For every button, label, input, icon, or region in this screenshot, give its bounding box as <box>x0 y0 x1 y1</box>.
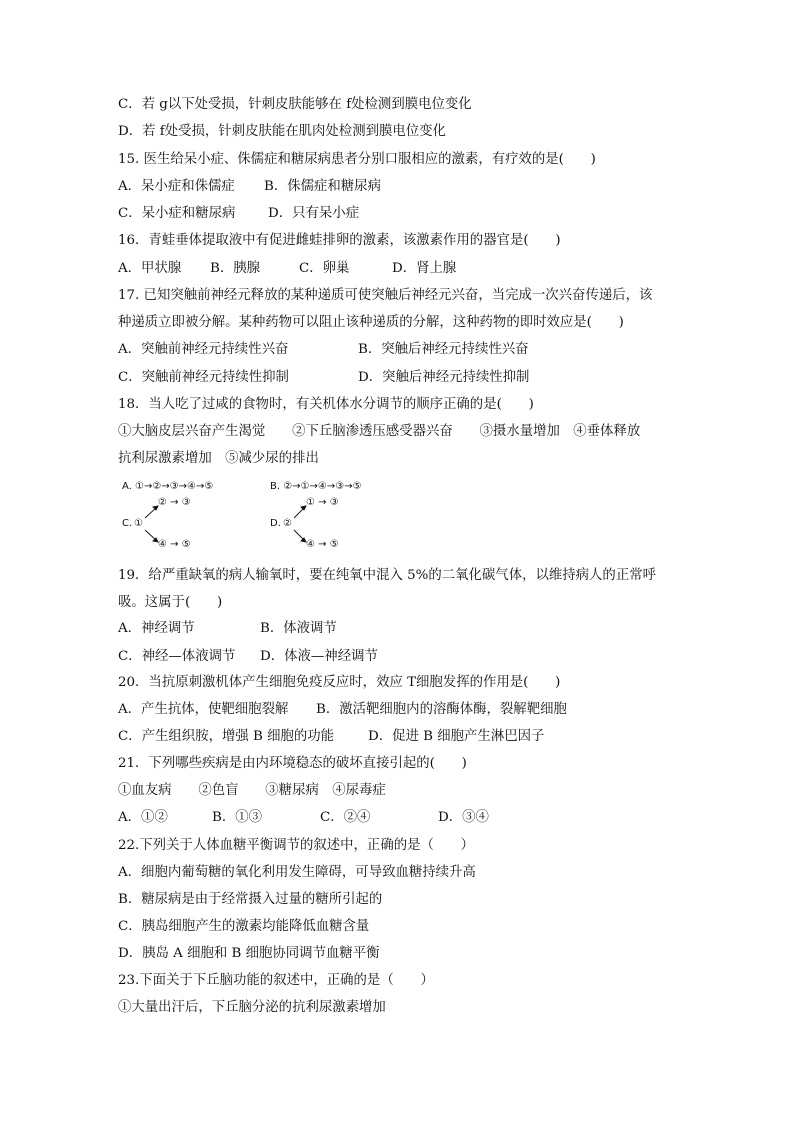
d-branch-up-arrow <box>294 507 305 518</box>
q18-diagram-c-bottom: ④ → ⑤ <box>158 539 191 550</box>
q23-stem: 23.下面关于下丘脑功能的叙述中，正确的是（ ） <box>118 973 434 988</box>
q17-stem-line1: 17. 已知突触前神经元释放的某种递质可使突触后神经元兴奋，当完成一次兴奋传递后，该 <box>118 288 653 303</box>
q21-items: ①血友病 ②色盲 ③糖尿病 ④尿毒症 <box>118 783 386 798</box>
d-branch-down-arrow <box>294 530 305 541</box>
q16-option-c: C．卵巢 <box>299 261 350 276</box>
q19-option-c: C．神经—体液调节 <box>118 649 236 664</box>
q16-option-d: D．肾上腺 <box>392 261 457 276</box>
q18-items-line1: ①大脑皮层兴奋产生渴觉 ②下丘脑渗透压感受器兴奋 ③摄水量增加 ④垂体释放 <box>118 424 641 439</box>
q15-option-c: C．呆小症和糖尿病 <box>118 206 236 221</box>
q17-stem-line2: 种递质立即被分解。某种药物可以阻止该种递质的分解，这种药物的即时效应是( ) <box>118 315 624 330</box>
q16-stem: 16．青蛙垂体提取液中有促进雌蛙排卵的激素，该激素作用的器官是( ) <box>118 233 561 248</box>
q20-option-d: D．促进 B 细胞产生淋巴因子 <box>368 729 545 744</box>
c-branch-down-arrow <box>145 530 157 541</box>
q19-stem-line2: 吸。这属于( ) <box>118 595 223 610</box>
prev-option-c: C．若 g以下处受损，针刺皮肤能够在 f处检测到膜电位变化 <box>118 97 472 112</box>
q16-option-a: A．甲状腺 <box>118 261 182 276</box>
q18-diagram-d-root: ② <box>283 518 292 529</box>
q18-diagram-c-label: C. <box>122 518 133 529</box>
q15-option-a: A．呆小症和侏儒症 <box>118 179 235 194</box>
q18-items-line2: 抗利尿激素增加 ⑤减少尿的排出 <box>118 451 319 466</box>
q15-option-b: B．侏儒症和糖尿病 <box>264 179 381 194</box>
q17-option-d: D．突触后神经元持续性抑制 <box>358 370 530 385</box>
q21-stem: 21．下列哪些疾病是由内环境稳态的破坏直接引起的( ) <box>118 756 467 771</box>
q15-stem: 15. 医生给呆小症、侏儒症和糖尿病患者分别口服相应的激素，有疗效的是( ) <box>118 152 596 167</box>
q20-option-b: B．激活靶细胞内的溶酶体酶，裂解靶细胞 <box>316 702 567 717</box>
q19-stem-line1: 19．给严重缺氧的病人输氧时，要在纯氧中混入 5%的二氧化碳气体，以维持病人的正常呼 <box>118 568 656 583</box>
q20-stem: 20．当抗原刺激机体产生细胞免疫反应时，效应 T细胞发挥的作用是( ) <box>118 675 561 690</box>
q18-diagram-c-top: ② → ③ <box>158 497 191 508</box>
q22-option-a: A．细胞内葡萄糖的氧化利用发生障碍，可导致血糖持续升高 <box>118 865 476 880</box>
q16-option-b: B．胰腺 <box>210 261 261 276</box>
q22-option-c: C．胰岛细胞产生的激素均能降低血糖含量 <box>118 919 370 934</box>
q18-diagram-c-root: ① <box>134 518 143 529</box>
q21-option-a: A．①② <box>118 810 168 825</box>
q17-option-a: A．突触前神经元持续性兴奋 <box>118 342 289 357</box>
q17-option-b: B．突触后神经元持续性兴奋 <box>358 342 529 357</box>
q22-stem: 22.下列关于人体血糖平衡调节的叙述中，正确的是（ ） <box>118 838 475 853</box>
q18-stem: 18．当人吃了过咸的食物时，有关机体水分调节的顺序正确的是( ) <box>118 397 534 412</box>
prev-option-d: D．若 f处受损，针刺皮肤能在肌肉处检测到膜电位变化 <box>118 124 446 139</box>
q23-item-1: ①大量出汗后，下丘脑分泌的抗利尿激素增加 <box>118 1000 386 1015</box>
q18-diagram-d-label: D. <box>270 518 281 529</box>
q18-diagram-d-top: ① → ③ <box>306 497 339 508</box>
q20-option-a: A．产生抗体，使靶细胞裂解 <box>118 702 289 717</box>
q19-option-d: D．体液—神经调节 <box>260 649 378 664</box>
q18-diagram-d-bottom: ④ → ⑤ <box>306 539 339 550</box>
q21-option-c: C．②④ <box>320 810 371 825</box>
c-branch-up-arrow <box>145 507 157 518</box>
q21-option-b: B．①③ <box>212 810 263 825</box>
q20-option-c: C．产生组织胺，增强 B 细胞的功能 <box>118 729 335 744</box>
q15-option-d: D．只有呆小症 <box>268 206 360 221</box>
q22-option-d: D．胰岛 A 细胞和 B 细胞协同调节血糖平衡 <box>118 946 380 961</box>
q18-diagram-b: B. ②→①→④→③→⑤ <box>270 481 362 492</box>
q17-option-c: C．突触前神经元持续性抑制 <box>118 370 289 385</box>
q21-option-d: D．③④ <box>438 810 489 825</box>
q22-option-b: B．糖尿病是由于经常摄入过量的糖所引起的 <box>118 892 383 907</box>
q18-diagram-a: A. ①→②→③→④→⑤ <box>122 481 214 492</box>
q19-option-b: B．体液调节 <box>260 621 337 636</box>
q19-option-a: A．神经调节 <box>118 621 195 636</box>
